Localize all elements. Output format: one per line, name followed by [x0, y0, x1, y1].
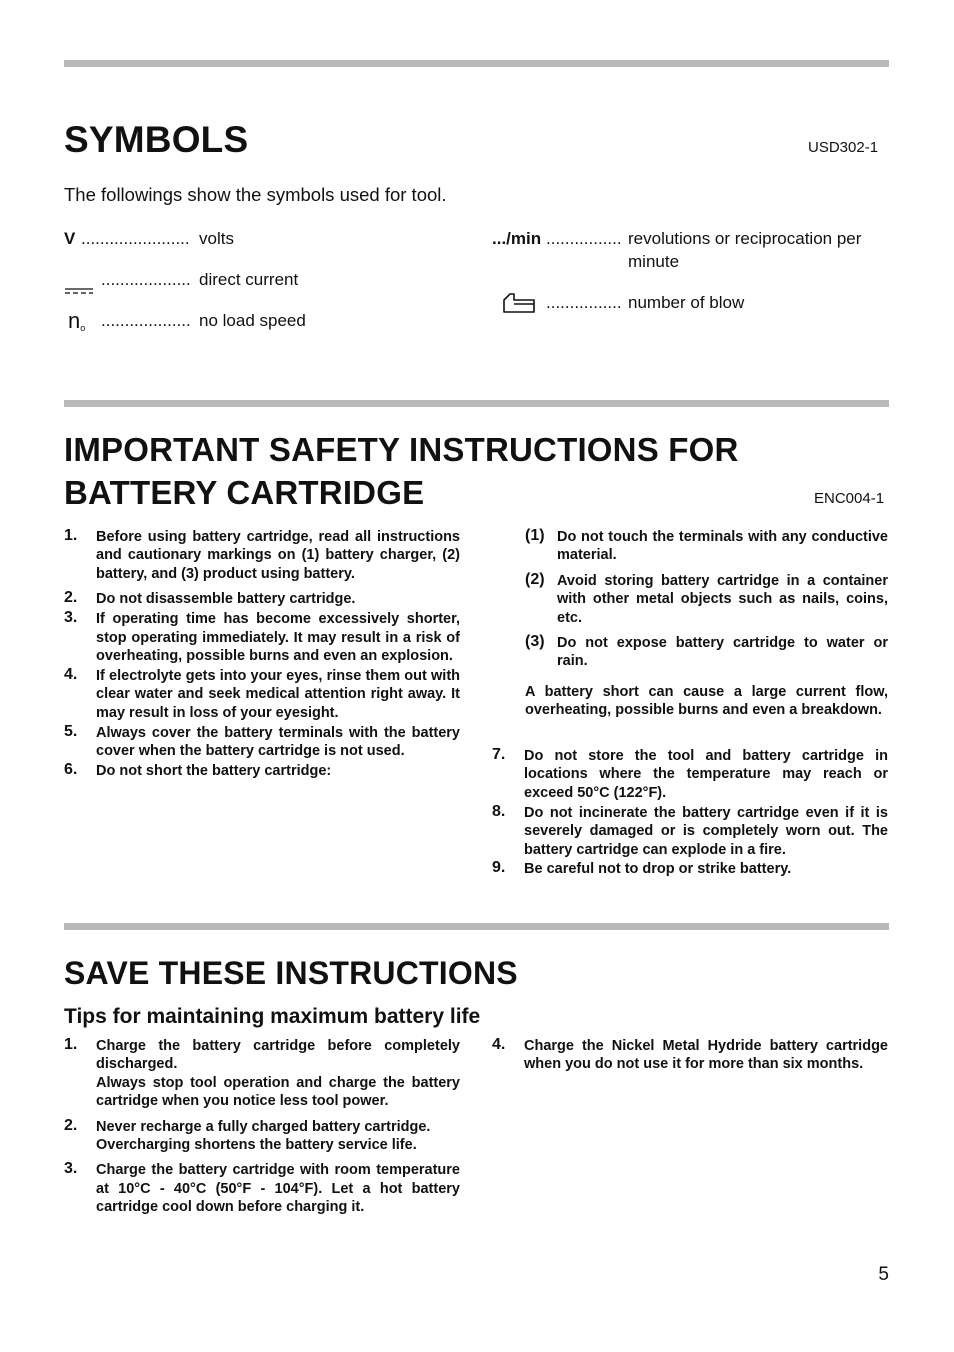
- list-item: 3. Charge the battery cartridge with room temperature at 10°C - 40°C (50°F - 104°F). Let a hot battery cartridge cool down before charging it.: [64, 1160, 460, 1216]
- list-item: 2. Do not disassemble battery cartridge.: [64, 589, 356, 608]
- symbol-dots: ................: [546, 293, 622, 312]
- no-load-speed-icon: no: [68, 308, 86, 333]
- list-item: 3. If operating time has become excessively shorter, stop operating immediately. It may result in a risk of overheating, possible burns and even an explosion.: [64, 609, 460, 664]
- symbol-description: number of blow: [628, 293, 745, 312]
- symbol-dots: ................: [546, 229, 622, 248]
- list-item: 8. Do not incinerate the battery cartridge even if it is severely damaged or is completely worn out. The battery cartridge can explode in a fire.: [492, 802, 888, 858]
- volts-symbol: V: [64, 229, 76, 248]
- symbol-row-per-min: [492, 227, 888, 277]
- no-load-speed-symbol: n: [68, 308, 81, 333]
- safety-list-right: [492, 747, 888, 880]
- symbol-description: no load speed: [199, 311, 306, 330]
- tips-subtitle: Tips for maintaining maximum battery life: [64, 1005, 481, 1028]
- list-item: 6. Do not short the battery cartridge:: [64, 760, 332, 779]
- tips-list-left: [64, 1037, 460, 1218]
- symbol-description: direct current: [199, 270, 299, 289]
- per-min-symbol: .../min: [492, 229, 542, 248]
- short-circuit-note: A battery short can cause a large current flow, overheating, possible burns and even a breakdown.: [525, 684, 888, 719]
- symbol-dots: ...................: [101, 311, 191, 330]
- symbol-dots: ...................: [101, 270, 191, 289]
- symbol-row-direct-current: [64, 268, 464, 292]
- list-item: (2) Avoid storing battery cartridge in a container with other metal objects such as nails, coins, etc.: [525, 570, 888, 626]
- list-item: 1. Before using battery cartridge, read all instructions and cautionary markings on (1) battery charger, (2) battery, and (3) product using battery.: [64, 527, 460, 582]
- symbol-row-volts: [64, 227, 464, 251]
- symbol-dots: .......................: [81, 229, 190, 248]
- symbols-intro: The followings show the symbols used for tool.: [64, 184, 447, 205]
- short-circuit-sublist: [525, 528, 888, 678]
- section-divider: [64, 60, 889, 67]
- symbols-code: USD302-1: [808, 139, 879, 156]
- safety-title-line1: IMPORTANT SAFETY INSTRUCTIONS FOR: [64, 431, 739, 468]
- safety-title-line2: BATTERY CARTRIDGE: [64, 474, 425, 511]
- list-item: (1) Do not touch the terminals with any conductive material.: [525, 527, 888, 564]
- symbol-description: revolutions or reciprocation per minute: [628, 229, 862, 271]
- symbol-description: volts: [199, 229, 234, 248]
- list-item: 9. Be careful not to drop or strike battery.: [492, 859, 792, 878]
- safety-list-left: [64, 528, 460, 782]
- symbols-title: SYMBOLS: [64, 119, 249, 160]
- list-item: 4. If electrolyte gets into your eyes, rinse them out with clear water and seek medical attention right away. It may result in loss of your eyesight.: [64, 665, 460, 721]
- section-divider: [64, 923, 889, 930]
- list-item: 1. Charge the battery cartridge before completely discharged. Always stop tool operation and charge the battery cartridge when you notice less tool power.: [64, 1036, 460, 1110]
- list-item: (3) Do not expose battery cartridge to water or rain.: [525, 633, 888, 670]
- symbol-row-no-load-speed: [64, 309, 464, 335]
- safety-title: [64, 428, 739, 514]
- save-title: SAVE THESE INSTRUCTIONS: [64, 955, 518, 991]
- section-divider: [64, 400, 889, 407]
- page-number: 5: [878, 1264, 889, 1285]
- list-item: 5. Always cover the battery terminals with the battery cover when the battery cartridge is not used.: [64, 722, 460, 759]
- impact-blow-icon: [501, 292, 535, 314]
- symbol-row-number-of-blow: [492, 291, 888, 317]
- safety-code: ENC004-1: [814, 490, 885, 507]
- tips-list-right: [492, 1037, 888, 1075]
- list-item: 7. Do not store the tool and battery cartridge in locations where the temperature may reach or exceed 50°C (122°F).: [492, 746, 888, 801]
- direct-current-icon: [65, 277, 93, 283]
- list-item: 4. Charge the Nickel Metal Hydride battery cartridge when you do not use it for more than six months.: [492, 1036, 888, 1073]
- list-item: 2. Never recharge a fully charged battery cartridge. Overcharging shortens the battery service life.: [64, 1116, 431, 1154]
